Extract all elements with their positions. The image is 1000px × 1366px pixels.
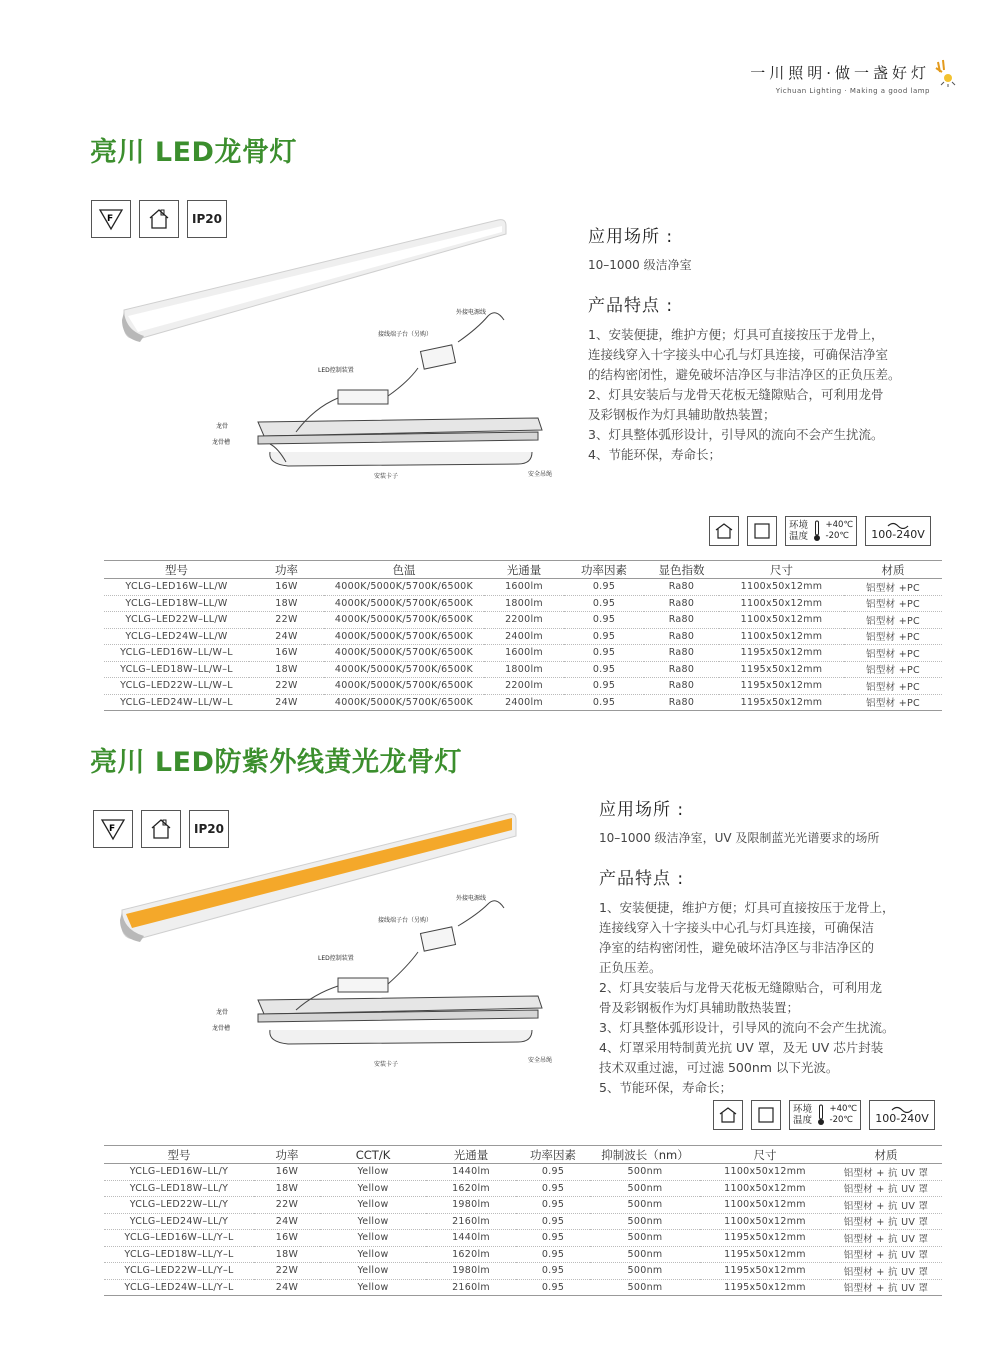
table-cell: 2200lm xyxy=(484,612,564,629)
table-cell: 500nm xyxy=(590,1263,700,1280)
feature-line: 的结构密闭性，避免破坏洁净区与非洁净区的正负压差。 xyxy=(588,367,901,382)
table-cell: Yellow xyxy=(320,1246,426,1263)
feature-line: 4、灯罩采用特制黄光抗 UV 罩，及无 UV 芯片封装 xyxy=(599,1040,884,1055)
table-cell: YCLG–LED22W–LL/W xyxy=(104,612,249,629)
feature-line: 2、灯具安装后与龙骨天花板无缝隙贴合，可利用龙 xyxy=(599,980,882,995)
temp-max: +40℃ xyxy=(829,1104,857,1114)
temp-min: -20℃ xyxy=(825,531,849,541)
table-cell: 铝型材 +PC xyxy=(844,612,942,629)
table-cell: 2400lm xyxy=(484,628,564,645)
table-cell: 1100x50x12mm xyxy=(700,1213,830,1230)
col-header: 光通量 xyxy=(484,561,564,579)
label-power-line: 外接电源线 xyxy=(456,895,487,902)
label-keel-slot: 龙骨槽 xyxy=(212,439,231,446)
label-clip: 安装卡子 xyxy=(374,473,399,480)
temp-label: 温度 xyxy=(789,531,809,542)
table-row xyxy=(104,1230,942,1247)
table-cell: Ra80 xyxy=(644,579,719,596)
table-cell: 0.95 xyxy=(564,661,644,678)
temperature-range-badge xyxy=(789,1100,861,1130)
table-cell: 1195x50x12mm xyxy=(719,694,844,711)
table-cell: 0.95 xyxy=(564,579,644,596)
table-cell: Ra80 xyxy=(644,645,719,662)
col-header: 抑制波长（nm） xyxy=(590,1146,700,1164)
brand-header xyxy=(750,62,930,95)
table-cell: 18W xyxy=(249,595,324,612)
application-text: 10–1000 级洁净室，UV 及限制蓝光光谱要求的场所 xyxy=(599,831,880,845)
table-cell: 1800lm xyxy=(484,595,564,612)
square-icon xyxy=(747,516,777,546)
section2-spec-icons xyxy=(713,1100,935,1130)
feature-line: 连接线穿入十字接头中心孔与灯具连接，可确保洁净室 xyxy=(588,347,889,362)
section1-description xyxy=(588,222,958,465)
lamp-logo-icon xyxy=(934,58,958,88)
table-cell: 铝型材 + 抗 UV 罩 xyxy=(830,1263,942,1280)
section2-spec-table xyxy=(104,1145,942,1296)
table-cell: 16W xyxy=(249,645,324,662)
table-cell: 铝型材 +PC xyxy=(844,628,942,645)
table-cell: 铝型材 + 抗 UV 罩 xyxy=(830,1246,942,1263)
feature-line: 3、灯具整体弧形设计，引导风的流向不会产生扰流。 xyxy=(588,427,884,442)
temp-max: +40℃ xyxy=(825,520,853,530)
table-cell: 22W xyxy=(254,1263,320,1280)
table-cell: 4000K/5000K/5700K/6500K xyxy=(324,694,484,711)
table-cell: 铝型材 +PC xyxy=(844,579,942,596)
temp-min: -20℃ xyxy=(829,1115,853,1125)
col-header: 尺寸 xyxy=(700,1146,830,1164)
indoor-house-icon xyxy=(713,1100,743,1130)
feature-line: 骨及彩钢板作为灯具辅助散热装置； xyxy=(599,1000,800,1015)
col-header: 尺寸 xyxy=(719,561,844,579)
table-cell: YCLG–LED22W–LL/Y–L xyxy=(104,1263,254,1280)
voltage-badge xyxy=(865,516,931,546)
label-driver: LED控制装置 xyxy=(318,955,354,962)
table-row xyxy=(104,661,942,678)
feature-line: 及彩钢板作为灯具辅助散热装置； xyxy=(588,407,776,422)
table-cell: 22W xyxy=(254,1197,320,1214)
table-cell: 16W xyxy=(249,579,324,596)
indoor-house-icon xyxy=(709,516,739,546)
col-header: 光通量 xyxy=(426,1146,516,1164)
table-cell: 2200lm xyxy=(484,678,564,695)
table-cell: YCLG–LED18W–LL/Y xyxy=(104,1180,254,1197)
label-clip: 安装卡子 xyxy=(374,1061,399,1068)
label-keel: 龙骨 xyxy=(216,423,229,430)
feature-line: 净室的结构密闭性，避免破坏洁净区与非洁净区的 xyxy=(599,940,875,955)
table-cell: 1100x50x12mm xyxy=(719,612,844,629)
table-cell: 0.95 xyxy=(516,1164,590,1181)
features-heading: 产品特点 : xyxy=(588,296,674,316)
col-header: CCT/K xyxy=(320,1146,426,1164)
table-cell: 1980lm xyxy=(426,1263,516,1280)
table-cell: YCLG–LED24W–LL/W xyxy=(104,628,249,645)
table-cell: 铝型材 +PC xyxy=(844,678,942,695)
table-cell: 0.95 xyxy=(564,595,644,612)
table-cell: 1100x50x12mm xyxy=(719,628,844,645)
table-cell: 18W xyxy=(249,661,324,678)
table-cell: 500nm xyxy=(590,1213,700,1230)
table-cell: 16W xyxy=(254,1164,320,1181)
table-cell: YCLG–LED16W–LL/Y xyxy=(104,1164,254,1181)
col-header: 材质 xyxy=(844,561,942,579)
feature-line: 技术双重过滤，可过滤 500nm 以下光波。 xyxy=(599,1060,839,1075)
table-cell: Ra80 xyxy=(644,661,719,678)
section1-title: 亮川 LED龙骨灯 xyxy=(90,137,297,168)
table-cell: 4000K/5000K/5700K/6500K xyxy=(324,579,484,596)
table-cell: Ra80 xyxy=(644,694,719,711)
table-cell: 0.95 xyxy=(516,1263,590,1280)
label-safety-hook: 安全吊绳 xyxy=(528,471,553,478)
table-header-row xyxy=(104,561,942,579)
table-row xyxy=(104,1213,942,1230)
table-cell: 1600lm xyxy=(484,645,564,662)
table-cell: 2160lm xyxy=(426,1279,516,1296)
table-cell: YCLG–LED24W–LL/Y xyxy=(104,1213,254,1230)
col-header: 功率 xyxy=(249,561,324,579)
table-cell: 1600lm xyxy=(484,579,564,596)
table-cell: 0.95 xyxy=(516,1197,590,1214)
table-cell: 2400lm xyxy=(484,694,564,711)
table-cell: 铝型材 +PC xyxy=(844,645,942,662)
table-row xyxy=(104,1164,942,1181)
label-keel-slot: 龙骨槽 xyxy=(212,1025,231,1032)
application-heading: 应用场所 : xyxy=(599,800,685,820)
col-header: 功率 xyxy=(254,1146,320,1164)
table-cell: 1620lm xyxy=(426,1246,516,1263)
table-cell: 500nm xyxy=(590,1180,700,1197)
table-cell: 22W xyxy=(249,678,324,695)
ip20-badge: IP20 xyxy=(187,200,227,238)
section2-description xyxy=(599,795,959,1098)
table-cell: Yellow xyxy=(320,1180,426,1197)
f-mark-text: F xyxy=(109,824,116,834)
label-terminal: 接线端子台（另购） xyxy=(378,917,433,924)
feature-line: 正负压差。 xyxy=(599,960,662,975)
table-cell: 4000K/5000K/5700K/6500K xyxy=(324,628,484,645)
table-cell: YCLG–LED22W–LL/W–L xyxy=(104,678,249,695)
table-cell: 24W xyxy=(254,1213,320,1230)
temp-label: 温度 xyxy=(793,1115,813,1126)
table-cell: 24W xyxy=(254,1279,320,1296)
table-row xyxy=(104,595,942,612)
table-cell: 1440lm xyxy=(426,1164,516,1181)
table-cell: 24W xyxy=(249,694,324,711)
col-header: 型号 xyxy=(104,561,249,579)
table-cell: Ra80 xyxy=(644,612,719,629)
table-cell: 1620lm xyxy=(426,1180,516,1197)
table-cell: 铝型材 + 抗 UV 罩 xyxy=(830,1213,942,1230)
table-cell: 铝型材 +PC xyxy=(844,595,942,612)
table-cell: YCLG–LED16W–LL/W–L xyxy=(104,645,249,662)
section1-spec-table xyxy=(104,560,942,711)
table-row xyxy=(104,1279,942,1296)
table-cell: 500nm xyxy=(590,1164,700,1181)
table-row xyxy=(104,612,942,629)
table-cell: 0.95 xyxy=(516,1279,590,1296)
ip20-badge: IP20 xyxy=(189,810,229,848)
table-row xyxy=(104,694,942,711)
features-list xyxy=(599,898,959,1098)
table-cell: 0.95 xyxy=(564,612,644,629)
table-cell: 铝型材 + 抗 UV 罩 xyxy=(830,1230,942,1247)
table-cell: 0.95 xyxy=(564,628,644,645)
env-label: 环境 xyxy=(789,520,809,531)
thermometer-icon xyxy=(813,520,821,542)
table-row xyxy=(104,1246,942,1263)
application-text: 10–1000 级洁净室 xyxy=(588,258,692,272)
col-header: 功率因素 xyxy=(564,561,644,579)
table-cell: 500nm xyxy=(590,1230,700,1247)
table-cell: Yellow xyxy=(320,1197,426,1214)
table-cell: YCLG–LED18W–LL/W xyxy=(104,595,249,612)
table-header-row xyxy=(104,1146,942,1164)
col-header: 显色指数 xyxy=(644,561,719,579)
table-cell: YCLG–LED16W–LL/W xyxy=(104,579,249,596)
label-safety-hook: 安全吊绳 xyxy=(528,1057,553,1064)
table-cell: 4000K/5000K/5700K/6500K xyxy=(324,678,484,695)
table-row xyxy=(104,678,942,695)
voltage-badge xyxy=(869,1100,935,1130)
table-cell: 1100x50x12mm xyxy=(719,595,844,612)
table-cell: Yellow xyxy=(320,1230,426,1247)
feature-line: 5、节能环保，寿命长； xyxy=(599,1080,732,1095)
feature-line: 连接线穿入十字接头中心孔与灯具连接，可确保洁 xyxy=(599,920,875,935)
table-cell: 4000K/5000K/5700K/6500K xyxy=(324,595,484,612)
table-row xyxy=(104,645,942,662)
table-cell: Yellow xyxy=(320,1213,426,1230)
voltage-text: 100-240V xyxy=(871,528,925,541)
section1-spec-icons xyxy=(709,516,931,546)
table-cell: 1195x50x12mm xyxy=(700,1263,830,1280)
table-cell: 1100x50x12mm xyxy=(719,579,844,596)
table-cell: YCLG–LED18W–LL/W–L xyxy=(104,661,249,678)
table-cell: 1440lm xyxy=(426,1230,516,1247)
table-cell: YCLG–LED24W–LL/Y–L xyxy=(104,1279,254,1296)
table-cell: 1195x50x12mm xyxy=(700,1279,830,1296)
table-row xyxy=(104,1197,942,1214)
voltage-text: 100-240V xyxy=(875,1112,929,1125)
table-cell: Ra80 xyxy=(644,595,719,612)
feature-line: 2、灯具安装后与龙骨天花板无缝隙贴合，可利用龙骨 xyxy=(588,387,884,402)
table-cell: 4000K/5000K/5700K/6500K xyxy=(324,612,484,629)
features-list xyxy=(588,325,958,465)
table-cell: 24W xyxy=(249,628,324,645)
table-cell: 0.95 xyxy=(516,1230,590,1247)
col-header: 材质 xyxy=(830,1146,942,1164)
col-header: 色温 xyxy=(324,561,484,579)
table-cell: YCLG–LED24W–LL/W–L xyxy=(104,694,249,711)
table-row xyxy=(104,628,942,645)
table-cell: Yellow xyxy=(320,1164,426,1181)
brand-slogan-en: Yichuan Lighting · Making a good lamp xyxy=(775,87,930,95)
feature-line: 3、灯具整体弧形设计，引导风的流向不会产生扰流。 xyxy=(599,1020,895,1035)
table-cell: Yellow xyxy=(320,1279,426,1296)
table-row xyxy=(104,1180,942,1197)
label-power-line: 外接电源线 xyxy=(456,309,487,316)
table-row xyxy=(104,1263,942,1280)
table-cell: 500nm xyxy=(590,1279,700,1296)
feature-line: 4、节能环保，寿命长； xyxy=(588,447,721,462)
table-cell: Ra80 xyxy=(644,628,719,645)
col-header: 型号 xyxy=(104,1146,254,1164)
feature-line: 1、安装便捷，维护方便；灯具可直接按压于龙骨上， xyxy=(599,900,895,915)
table-cell: Yellow xyxy=(320,1263,426,1280)
features-heading: 产品特点 : xyxy=(599,869,685,889)
table-cell: YCLG–LED18W–LL/Y–L xyxy=(104,1246,254,1263)
table-cell: 4000K/5000K/5700K/6500K xyxy=(324,645,484,662)
table-cell: 铝型材 + 抗 UV 罩 xyxy=(830,1197,942,1214)
table-cell: 1195x50x12mm xyxy=(719,661,844,678)
table-cell: 4000K/5000K/5700K/6500K xyxy=(324,661,484,678)
table-cell: 1195x50x12mm xyxy=(719,678,844,695)
brand-slogan-cn: 一川照明·做一盏好灯 xyxy=(750,64,930,82)
table-cell: 铝型材 + 抗 UV 罩 xyxy=(830,1164,942,1181)
table-cell: 铝型材 +PC xyxy=(844,661,942,678)
f-mark-text: F xyxy=(107,214,114,224)
section2-title: 亮川 LED防紫外线黄光龙骨灯 xyxy=(90,747,462,778)
table-cell: 1100x50x12mm xyxy=(700,1197,830,1214)
table-cell: 0.95 xyxy=(564,694,644,711)
table-cell: YCLG–LED16W–LL/Y–L xyxy=(104,1230,254,1247)
application-heading: 应用场所 : xyxy=(588,227,674,247)
table-cell: 500nm xyxy=(590,1246,700,1263)
env-label: 环境 xyxy=(793,1104,813,1115)
label-terminal: 接线端子台（另购） xyxy=(378,331,433,338)
table-cell: 22W xyxy=(249,612,324,629)
section1-product-image xyxy=(118,212,578,492)
table-cell: 1195x50x12mm xyxy=(700,1246,830,1263)
section2-product-image xyxy=(118,810,578,1080)
table-cell: 0.95 xyxy=(564,645,644,662)
table-cell: 1195x50x12mm xyxy=(700,1230,830,1247)
square-icon xyxy=(751,1100,781,1130)
table-cell: 1195x50x12mm xyxy=(719,645,844,662)
label-driver: LED控制装置 xyxy=(318,367,354,374)
table-cell: 1100x50x12mm xyxy=(700,1164,830,1181)
feature-line: 1、安装便捷，维护方便；灯具可直接按压于龙骨上， xyxy=(588,327,884,342)
table-cell: 铝型材 +PC xyxy=(844,694,942,711)
thermometer-icon xyxy=(817,1104,825,1126)
table-cell: 18W xyxy=(254,1180,320,1197)
table-cell: 铝型材 + 抗 UV 罩 xyxy=(830,1180,942,1197)
table-cell: 0.95 xyxy=(516,1180,590,1197)
table-cell: 铝型材 + 抗 UV 罩 xyxy=(830,1279,942,1296)
table-cell: 16W xyxy=(254,1230,320,1247)
table-cell: 0.95 xyxy=(564,678,644,695)
temperature-range-badge xyxy=(785,516,857,546)
table-cell: 1800lm xyxy=(484,661,564,678)
table-cell: 0.95 xyxy=(516,1246,590,1263)
table-cell: 1100x50x12mm xyxy=(700,1180,830,1197)
label-keel: 龙骨 xyxy=(216,1009,229,1016)
table-cell: 18W xyxy=(254,1246,320,1263)
table-cell: Ra80 xyxy=(644,678,719,695)
table-cell: 2160lm xyxy=(426,1213,516,1230)
table-cell: 500nm xyxy=(590,1197,700,1214)
table-cell: 1980lm xyxy=(426,1197,516,1214)
table-cell: 0.95 xyxy=(516,1213,590,1230)
table-cell: YCLG–LED22W–LL/Y xyxy=(104,1197,254,1214)
table-row xyxy=(104,579,942,596)
col-header: 功率因素 xyxy=(516,1146,590,1164)
